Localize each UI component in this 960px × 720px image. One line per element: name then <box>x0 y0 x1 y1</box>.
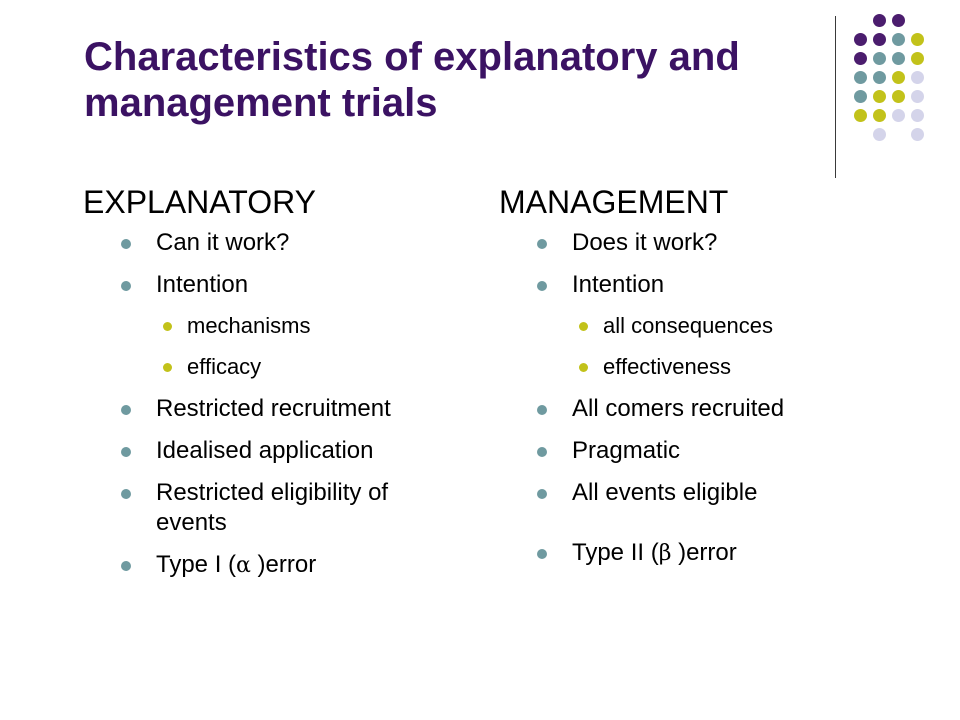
explanatory-list <box>83 228 463 581</box>
decorative-dot <box>873 109 886 122</box>
list-item-error-type <box>499 538 899 569</box>
decorative-dot <box>911 52 924 65</box>
decorative-dot <box>854 33 867 46</box>
error-type-suffix: )error <box>250 551 317 578</box>
decorative-dot <box>854 109 867 122</box>
decorative-dot <box>854 71 867 84</box>
list-item: All comers recruited <box>499 394 899 424</box>
decorative-dot-grid <box>854 14 934 154</box>
error-type-suffix: )error <box>671 539 737 566</box>
sub-list-item: efficacy <box>83 353 463 381</box>
list-item: Restricted eligibility of events <box>83 478 456 538</box>
sub-list-item: mechanisms <box>83 312 463 340</box>
slide-title: Characteristics of explanatory and management trials <box>84 35 740 125</box>
beta-symbol: β <box>658 541 672 566</box>
list-item: Intention <box>499 270 899 300</box>
decorative-dot <box>873 128 886 141</box>
sub-list-item: all consequences <box>499 312 899 340</box>
decorative-dot <box>873 52 886 65</box>
alpha-symbol: α <box>236 553 251 578</box>
decorative-dot <box>892 14 905 27</box>
management-heading: MANAGEMENT <box>499 184 729 220</box>
explanatory-column <box>83 182 463 593</box>
decorative-dot <box>873 33 886 46</box>
decorative-dot <box>892 90 905 103</box>
decorative-divider-line <box>835 16 836 178</box>
error-type-label: Type I ( <box>156 551 237 578</box>
decorative-dot <box>911 128 924 141</box>
list-item: All events eligible <box>499 478 899 508</box>
decorative-dot <box>854 90 867 103</box>
list-item: Pragmatic <box>499 436 899 466</box>
decorative-dot <box>892 33 905 46</box>
management-list <box>499 228 899 569</box>
decorative-dot <box>873 71 886 84</box>
list-item: Does it work? <box>499 228 899 258</box>
list-item: Intention <box>83 270 463 300</box>
decorative-dot <box>911 109 924 122</box>
decorative-dot <box>854 52 867 65</box>
explanatory-heading: EXPLANATORY <box>83 184 316 220</box>
list-item: Restricted recruitment <box>83 394 463 424</box>
sub-list-item: effectiveness <box>499 353 899 381</box>
decorative-dot <box>911 33 924 46</box>
list-item-error-type <box>83 550 463 581</box>
decorative-dot <box>873 90 886 103</box>
list-item: Idealised application <box>83 436 463 466</box>
error-type-label: Type II ( <box>572 539 659 566</box>
decorative-dot <box>873 14 886 27</box>
decorative-dot <box>911 90 924 103</box>
decorative-dot <box>892 71 905 84</box>
decorative-dot <box>911 71 924 84</box>
decorative-dot <box>892 52 905 65</box>
list-item: Can it work? <box>83 228 463 258</box>
management-column <box>499 182 899 581</box>
decorative-dot <box>892 109 905 122</box>
